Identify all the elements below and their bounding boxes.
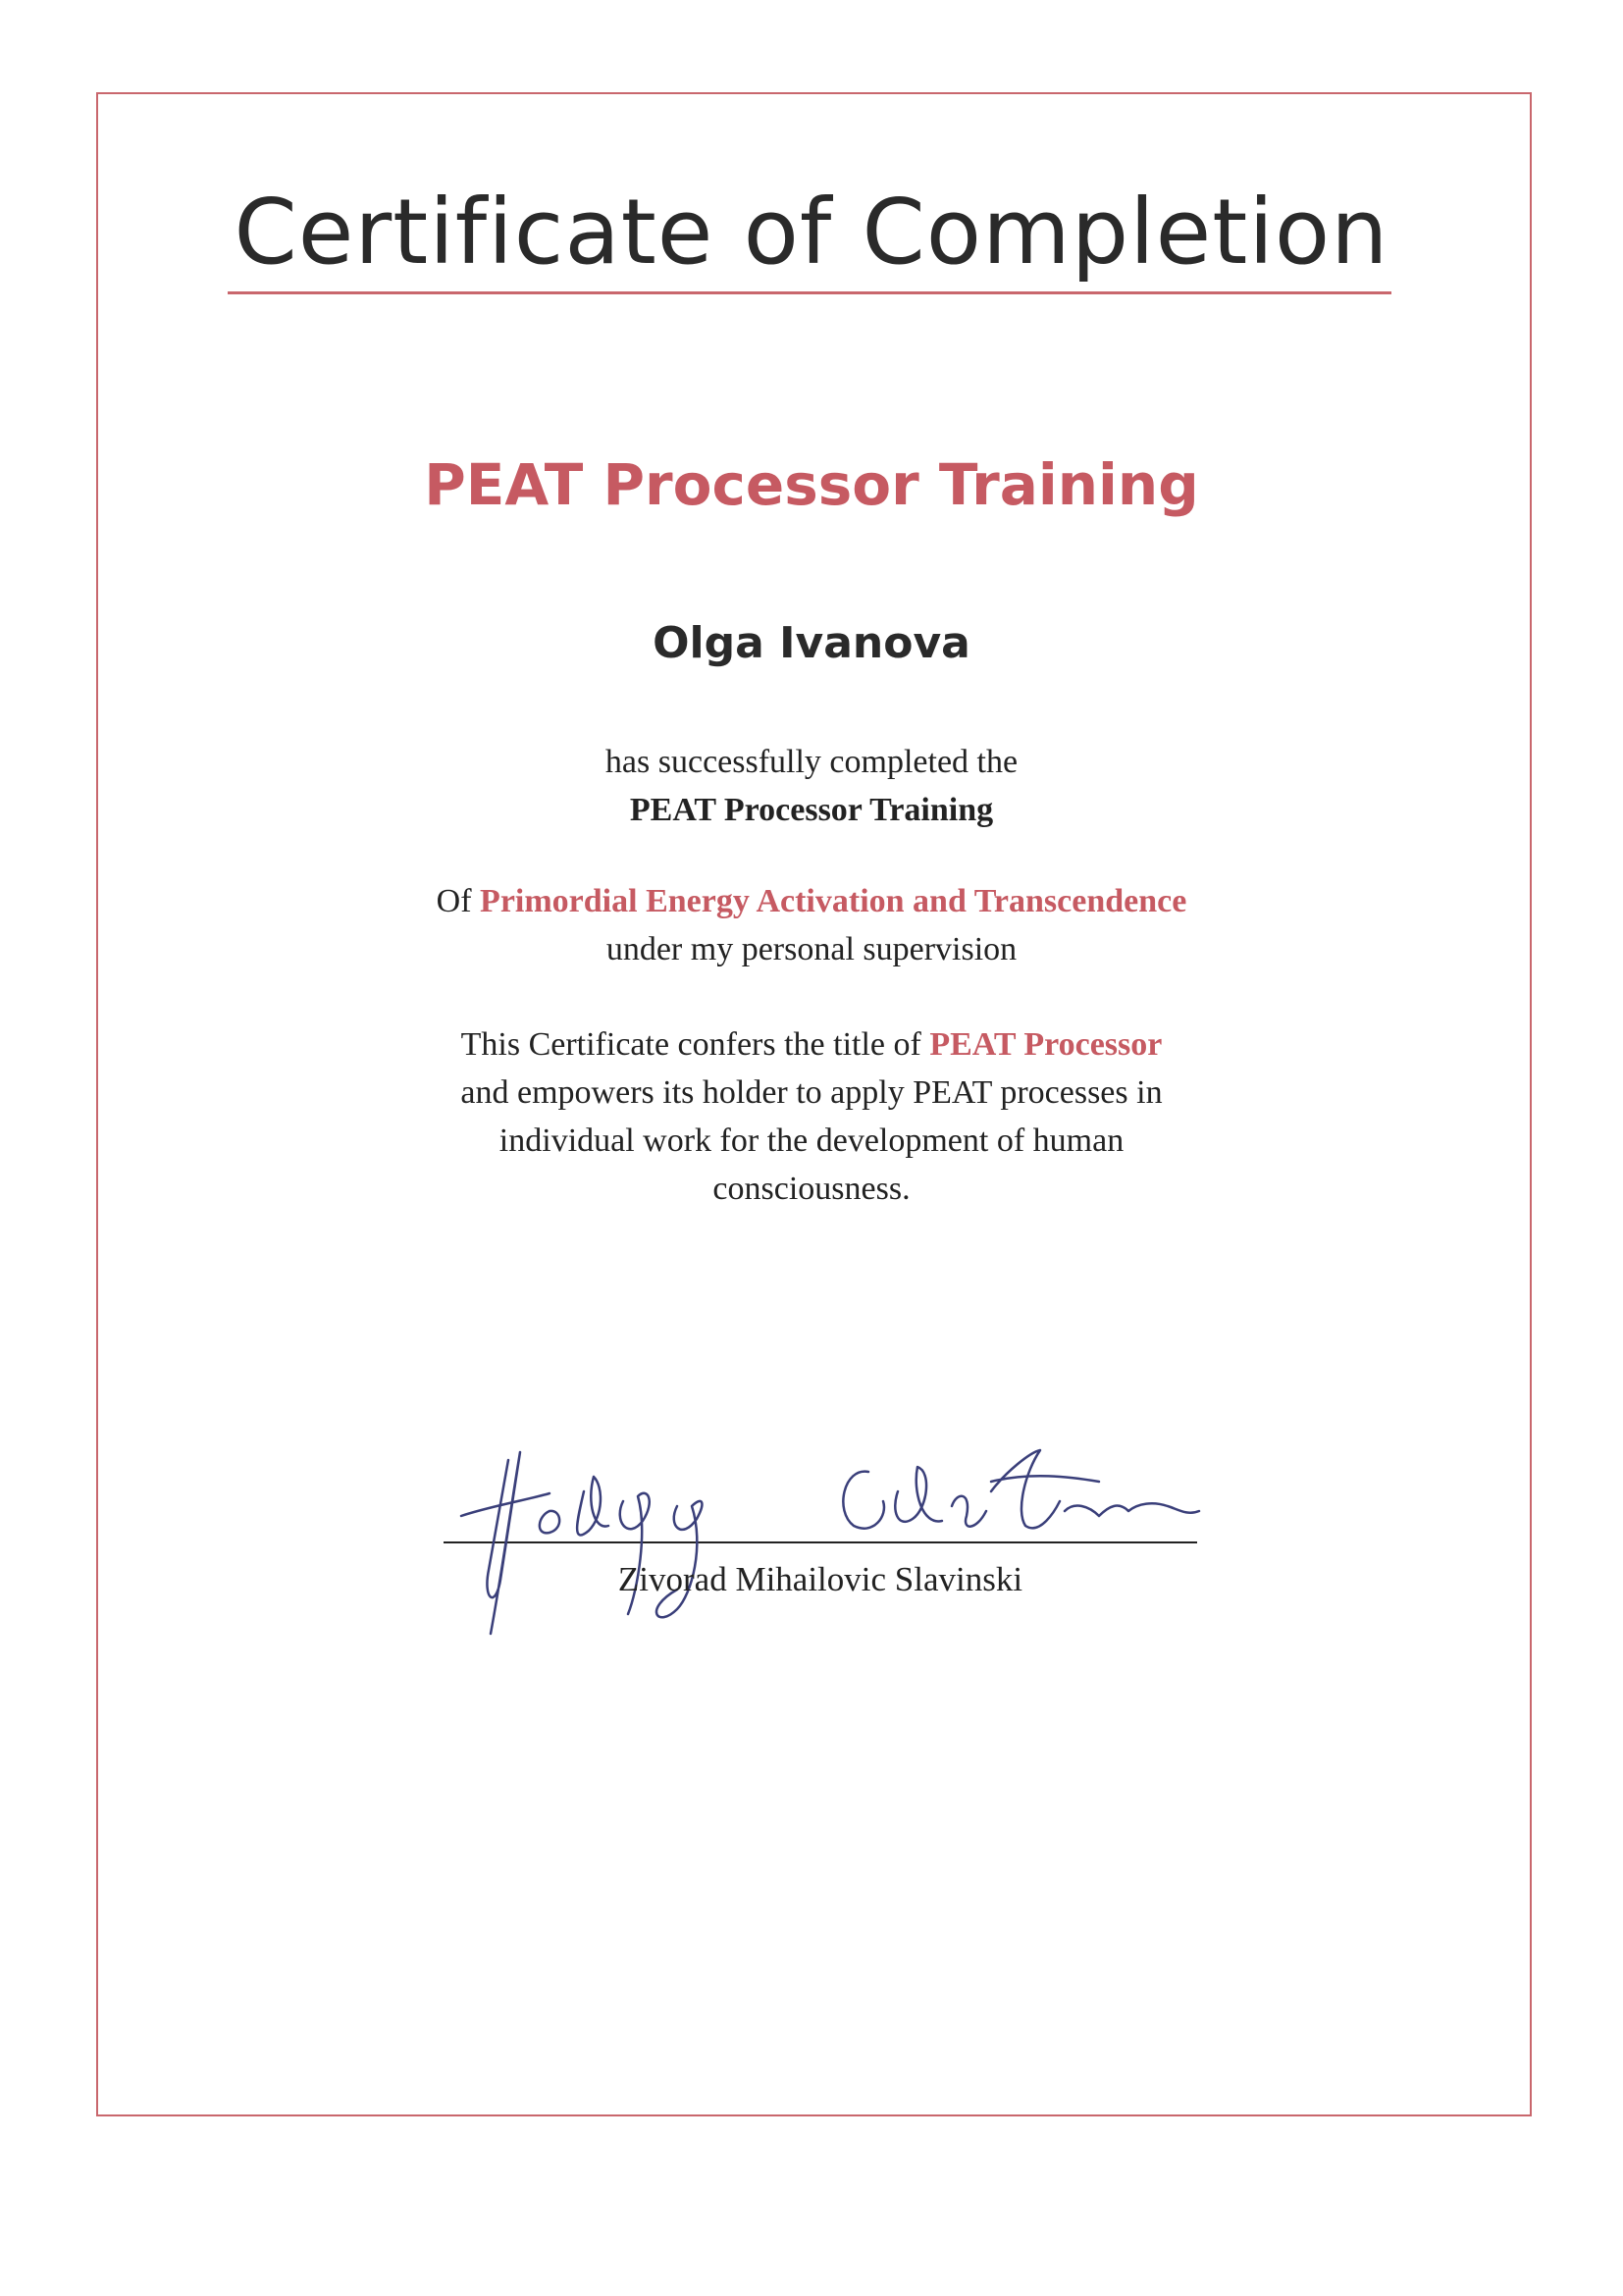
training-name: PEAT Processor Training	[629, 792, 994, 828]
confers-title: PEAT Processor	[929, 1026, 1163, 1063]
empowers-line-1: and empowers its holder to apply PEAT processes in	[460, 1074, 1163, 1111]
training-subtitle: PEAT Processor Training	[424, 451, 1199, 518]
recipient-name: Olga Ivanova	[653, 618, 970, 668]
empowers-line-2: individual work for the development of human	[498, 1122, 1125, 1159]
empowers-line-3: consciousness.	[712, 1171, 911, 1207]
method-name: Primordial Energy Activation and Transcendence	[480, 883, 1187, 919]
signer-name: Zivorad Mihailovic Slavinski	[617, 1560, 1023, 1598]
of-prefix: Of	[436, 883, 472, 919]
certificate-title: Certificate of Completion	[234, 180, 1389, 285]
completed-line: has successfully completed the	[604, 744, 1019, 780]
confers-prefix: This Certificate confers the title of	[460, 1026, 921, 1063]
supervision-line: under my personal supervision	[605, 931, 1018, 967]
